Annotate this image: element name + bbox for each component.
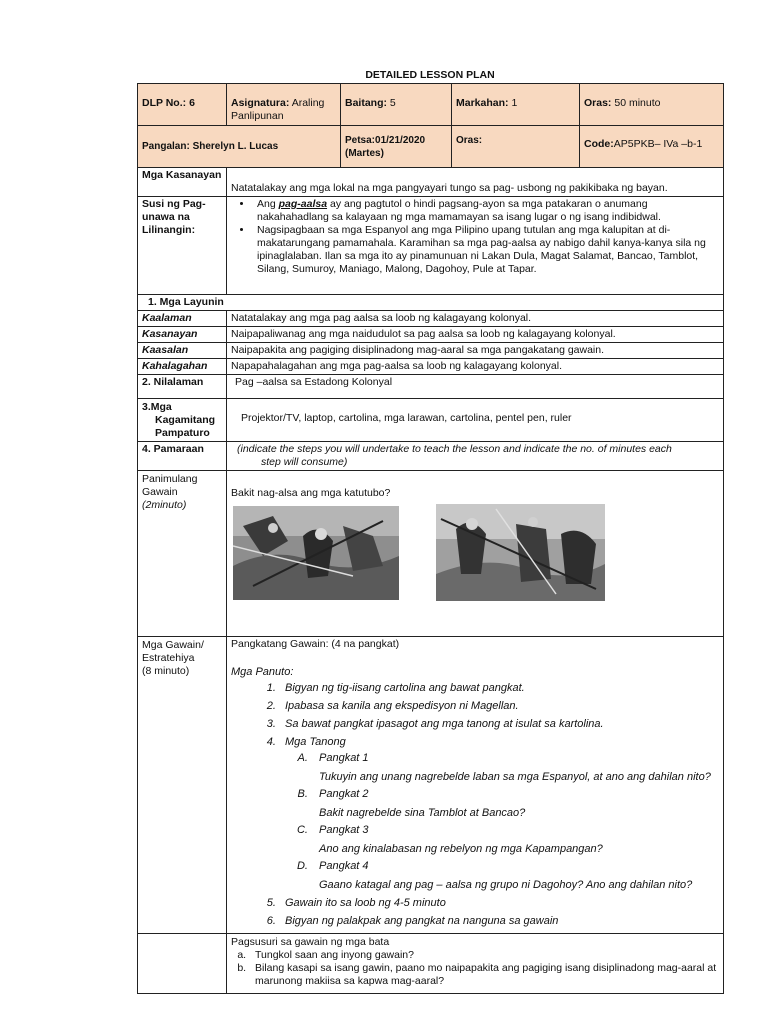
- baitang-cell: Baitang: 5: [341, 84, 452, 126]
- kahalagahan-text: Napapahalagahan ang mga pag-aalsa sa loob ng kalagayang kolonyal.: [227, 359, 724, 375]
- pagsusuri-content: [227, 934, 724, 994]
- petsa-cell: Petsa:01/21/2020 (Martes): [341, 126, 452, 168]
- pagsusuri-item: a. Tungkol saan ang inyong gawain?: [249, 949, 719, 962]
- kasanayan-objective-row: [138, 327, 724, 343]
- pamaraan-label: 4. Pamaraan: [138, 442, 227, 471]
- gawain-content: [227, 637, 724, 934]
- gawain-heading: Pangkatang Gawain: (4 na pangkat): [231, 638, 400, 650]
- kagamitan-text: Projektor/TV, laptop, cartolina, mga larawan, cartolina, pentel pen, ruler: [227, 399, 724, 442]
- pagsusuri-heading: Pagsusuri sa gawain ng mga bata: [231, 936, 390, 948]
- panuto-step: 2. Ipabasa sa kanila ang ekspedisyon ni Magellan.: [279, 699, 719, 713]
- layunin-heading-row: [138, 295, 724, 311]
- panuto-step: 1. Bigyan ng tig-iisang cartolina ang bawat pangkat.: [279, 681, 719, 695]
- document-title: DETAILED LESSON PLAN: [365, 69, 495, 81]
- pagsusuri-row: [138, 934, 724, 994]
- pagsusuri-item: b. Bilang kasapi sa isang gawin, paano mo naipapakita ang pagiging isang disiplinadong mag-aaral at marunong makiisa sa kapwa mag-aaral?: [249, 962, 719, 988]
- kasanayan-row: [138, 168, 724, 197]
- kasanayan-text: Natatalakay ang mga lokal na mga pangyayari tungo sa pag- usbong ng pakikibaka ng bayan.: [227, 168, 724, 197]
- gawain-row: [138, 637, 724, 934]
- battle-painting-right: [436, 504, 605, 601]
- susi-bullet-1: • Ang pag-aalsa ay ang pagtutol o hindi pagsang-ayon sa mga patakaran o anumang nakahahadlang sa kalayaan ng mga mamamayan sa isang lugar o ng isang indibidwal.: [253, 198, 719, 224]
- dlp-cell: DLP No.: 6: [138, 84, 227, 126]
- panuto-step: 6. Bigyan ng palakpak ang pangkat na nanguna sa gawain: [279, 914, 719, 928]
- kaalaman-row: [138, 311, 724, 327]
- kaasalan-text: Naipapakita ang pagiging disiplinadong mag-aaral sa mga pangakatang gawain.: [227, 343, 724, 359]
- panuto-step: 4. Mga Tanong A. Pangkat 1 Tukuyin ang unang nagrebelde laban sa mga Espanyol, at ano ang dahilan nito? B. Pangkat 2 Bakit nagrebelde sina Tamblot at Bancao? C. Pangkat 3 Ano ang kinalabasan ng rebelyon ng mga Kapampangan? D. Pangkat 4 Gaano katagal ang pag – aalsa ng grupo ni Dagohoy? Ano ang dahilan nito?: [279, 735, 719, 892]
- kaasalan-label: Kaasalan: [138, 343, 227, 359]
- group-item: B. Pangkat 2 Bakit nagrebelde sina Tamblot at Bancao?: [311, 787, 719, 820]
- panimulang-label: Panimulang Gawain (2minuto): [138, 471, 227, 637]
- group-item: A. Pangkat 1 Tukuyin ang unang nagrebelde laban sa mga Espanyol, at ano ang dahilan nito?: [311, 751, 719, 784]
- battle-painting-left: [233, 506, 399, 600]
- layunin-heading: 1. Mga Layunin: [138, 295, 724, 311]
- susi-content: [227, 197, 724, 295]
- kaalaman-label: Kaalaman: [138, 311, 227, 327]
- nilalaman-row: [138, 375, 724, 399]
- pamaraan-note: (indicate the steps you will undertake to teach the lesson and indicate the no. of minutes each step will consume): [227, 442, 724, 471]
- panuto-label: Mga Panuto:: [231, 666, 294, 678]
- susi-row: [138, 197, 724, 295]
- kagamitan-row: [138, 399, 724, 442]
- kaasalan-row: [138, 343, 724, 359]
- lesson-plan-table: [137, 83, 724, 994]
- header-row-2: [138, 126, 724, 168]
- panuto-step: 3. Sa bawat pangkat ipasagot ang mga tanong at isulat sa kartolina.: [279, 717, 719, 731]
- group-item: C. Pangkat 3 Ano ang kinalabasan ng rebelyon ng mga Kapampangan?: [311, 823, 719, 856]
- susi-bullet-2: • Nagsipagbaan sa mga Espanyol ang mga Pilipino upang tutulan ang mga kalupitan at di-makatarungang pamamahala. Karamihan sa mga pag-aalsa ay nabigo dahil kanya-kanya sila ng ipinaglalaban. Ilan sa mga ito ay pinamunuan ni Lakan Dula, Magat Salamat, Bancao, Tamblot, Silang, Sumuroy, Maniago, Malong, Dagohoy, Pule at Tapar.: [253, 224, 719, 276]
- kahalagahan-label: Kahalagahan: [138, 359, 227, 375]
- panimulang-question: Bakit nag-alsa ang mga katutubo?: [231, 487, 391, 499]
- pamaraan-row: [138, 442, 724, 471]
- code-cell: Code:AP5PKB– IVa –b-1: [580, 126, 724, 168]
- nilalaman-label: 2. Nilalaman: [138, 375, 227, 399]
- pangalan-cell: Pangalan: Sherelyn L. Lucas: [138, 126, 341, 168]
- kasanayan-objective-label: Kasanayan: [138, 327, 227, 343]
- kahalagahan-row: [138, 359, 724, 375]
- pagsusuri-list: [231, 949, 719, 988]
- gawain-label: Mga Gawain/ Estratehiya (8 minuto): [138, 637, 227, 934]
- panimulang-row: [138, 471, 724, 637]
- nilalaman-text: Pag –aalsa sa Estadong Kolonyal: [227, 375, 724, 399]
- oras-cell: Oras: 50 minuto: [580, 84, 724, 126]
- group-item: D. Pangkat 4 Gaano katagal ang pag – aalsa ng grupo ni Dagohoy? Ano ang dahilan nito?: [311, 859, 719, 892]
- kagamitan-label: 3.Mga Kagamitang Pampaturo: [138, 399, 227, 442]
- group-list: [285, 751, 719, 892]
- pagsusuri-empty: [138, 934, 227, 994]
- panuto-steps: [231, 681, 719, 928]
- header-row-1: [138, 84, 724, 126]
- markahan-cell: Markahan: 1: [452, 84, 580, 126]
- oras2-cell: Oras:: [452, 126, 580, 168]
- panuto-step: 5. Gawain ito sa loob ng 4-5 minuto: [279, 896, 719, 910]
- kaalaman-text: Natatalakay ang mga pag aalsa sa loob ng kalagayang kolonyal.: [227, 311, 724, 327]
- asignatura-cell: Asignatura: Araling Panlipunan: [227, 84, 341, 126]
- susi-label: Susi ng Pag-unawa na Lilinangin:: [138, 197, 227, 295]
- kasanayan-objective-text: Naipapaliwanag ang mga naidudulot sa pag aalsa sa loob ng kalagayang kolonyal.: [227, 327, 724, 343]
- kasanayan-label: Mga Kasanayan: [138, 168, 227, 197]
